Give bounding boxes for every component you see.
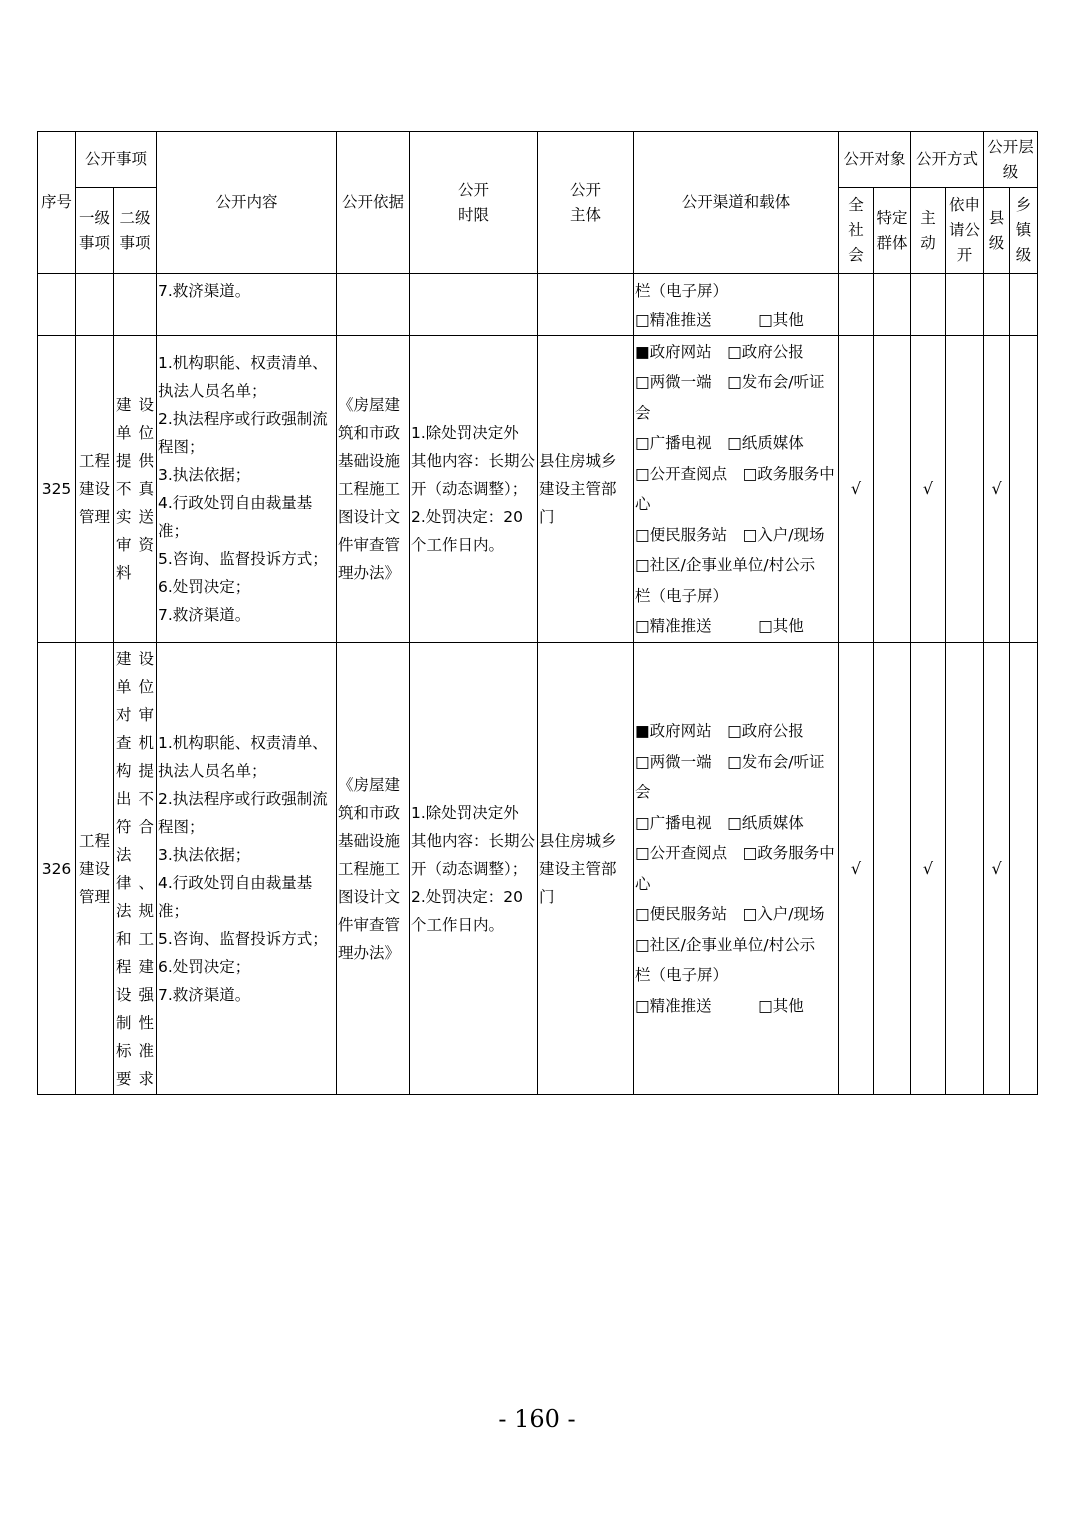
cont-channels-cell bbox=[634, 274, 839, 336]
row-basis-line: 件审查管 bbox=[338, 915, 401, 934]
row-channel-line: □社区/企事业单位/村公示 bbox=[635, 935, 816, 954]
row-content-line: 准； bbox=[158, 901, 190, 920]
row-content-line: 6.处罚决定； bbox=[158, 957, 251, 976]
row-method-active-check: √ bbox=[911, 643, 946, 1095]
header-subject-line: 主体 bbox=[570, 205, 602, 224]
header-level-line: 级 bbox=[1002, 162, 1019, 181]
row-content-line: 2.执法程序或行政强制流 bbox=[158, 410, 328, 428]
cont-content-cell bbox=[157, 274, 337, 336]
cont-level1-cell bbox=[76, 274, 114, 336]
row-channel-line: □两微一端 □发布会/听证 bbox=[635, 373, 825, 391]
row-time-line: 其他内容：长期公 bbox=[411, 452, 536, 470]
row-basis-line: 筑和市政 bbox=[338, 424, 401, 442]
table-row bbox=[38, 643, 1038, 1095]
header-level-county-line: 级 bbox=[988, 233, 1005, 252]
row-content-line: 4.行政处罚自由裁量基 bbox=[158, 873, 313, 892]
row-content bbox=[157, 643, 337, 1095]
row-level1-text: 工程建设管理 bbox=[78, 452, 110, 526]
header-method-active-line: 动 bbox=[920, 233, 936, 252]
row-subject bbox=[538, 643, 634, 1095]
row-channel-line: □公开查阅点 □政务服务中 bbox=[635, 464, 835, 483]
row-basis-line: 图设计文 bbox=[338, 887, 401, 906]
row-level-county-check: √ bbox=[984, 643, 1010, 1095]
continuation-row bbox=[38, 274, 1038, 336]
row-subject-line: 县住房城乡 bbox=[539, 831, 617, 850]
row-basis-line: 《房屋建 bbox=[338, 396, 401, 414]
row-level-town-check bbox=[1010, 643, 1038, 1095]
row-channel-line: □便民服务站 □入户/现场 bbox=[635, 905, 825, 923]
row-content-line: 7.救济渠道。 bbox=[158, 985, 251, 1004]
row-content bbox=[157, 336, 337, 643]
row-time-line: 1.除处罚决定外 bbox=[411, 803, 519, 822]
row-content-line: 1.机构职能、权责清单、 bbox=[158, 733, 328, 752]
header-method-request-line: 请公 bbox=[949, 221, 981, 239]
row-channel-line: □精准推送 □其他 bbox=[635, 996, 804, 1015]
row-basis-line: 理办法》 bbox=[338, 564, 401, 582]
row-channel-line: ■政府网站 □政府公报 bbox=[635, 342, 804, 361]
header-channels: 公开渠道和载体 bbox=[634, 132, 839, 274]
header-level-line: 公开层 bbox=[987, 137, 1034, 156]
header-audience-specific-line: 特定 bbox=[876, 208, 908, 227]
row-time-line: 个工作日内。 bbox=[411, 915, 505, 934]
cont-channel-line: 栏（电子屏） bbox=[635, 282, 729, 300]
row-time-line: 1.除处罚决定外 bbox=[411, 424, 519, 442]
cont-basis-cell bbox=[337, 274, 410, 336]
header-level-town-line: 级 bbox=[1015, 246, 1032, 264]
row-channel-line: ■政府网站 □政府公报 bbox=[635, 722, 804, 740]
row-time-limit bbox=[410, 336, 538, 643]
row-content-line: 4.行政处罚自由裁量基 bbox=[158, 494, 313, 512]
row-channel-line: 心 bbox=[635, 874, 651, 893]
cont-level-county-cell bbox=[984, 274, 1010, 336]
row-subject-line: 建设主管部 bbox=[539, 859, 617, 878]
header-level-town-line: 镇 bbox=[1015, 221, 1032, 239]
header-time-limit bbox=[410, 132, 538, 274]
header-level2 bbox=[114, 188, 157, 274]
row-channel-line: □两微一端 □发布会/听证 bbox=[635, 752, 825, 771]
cont-content-line: 7.救济渠道。 bbox=[158, 282, 251, 300]
row-channels bbox=[634, 336, 839, 643]
row-method-request-check bbox=[946, 336, 984, 643]
header-subject bbox=[538, 132, 634, 274]
header-method-request bbox=[946, 188, 984, 274]
row-level-county-check: √ bbox=[984, 336, 1010, 643]
row-seq: 325 bbox=[38, 336, 76, 643]
row-content-line: 执法人员名单； bbox=[158, 382, 267, 400]
row-channel-line: □公开查阅点 □政务服务中 bbox=[635, 844, 835, 862]
header-audience-all-line: 全 bbox=[848, 196, 864, 214]
row-basis-line: 件审查管 bbox=[338, 536, 401, 554]
row-level2 bbox=[114, 643, 157, 1095]
row-time-line: 开（动态调整）； bbox=[411, 859, 528, 878]
row-time-limit bbox=[410, 643, 538, 1095]
row-basis bbox=[337, 336, 410, 643]
header-level2-text: 二级事项 bbox=[119, 208, 151, 252]
header-seq: 序号 bbox=[38, 132, 76, 274]
row-content-line: 3.执法依据； bbox=[158, 466, 251, 484]
row-basis-line: 基础设施 bbox=[338, 831, 401, 850]
row-time-line: 2.处罚决定：20 bbox=[411, 508, 524, 526]
row-channel-line: 会 bbox=[635, 783, 651, 801]
row-content-line: 准； bbox=[158, 522, 190, 540]
row-seq: 326 bbox=[38, 643, 76, 1095]
row-level-town-check bbox=[1010, 336, 1038, 643]
table-row bbox=[38, 336, 1038, 643]
header-level-town bbox=[1010, 188, 1038, 274]
header-method: 公开方式 bbox=[911, 132, 984, 188]
header-level-town-line: 乡 bbox=[1015, 196, 1032, 214]
header-method-request-line: 依申 bbox=[949, 196, 981, 214]
cont-audience-all-cell bbox=[839, 274, 874, 336]
row-level1 bbox=[76, 336, 114, 643]
row-subject-line: 县住房城乡 bbox=[539, 452, 617, 470]
row-method-request-check bbox=[946, 643, 984, 1095]
page-number: - 160 - bbox=[498, 1405, 576, 1433]
cont-time-cell bbox=[410, 274, 538, 336]
header-method-active bbox=[911, 188, 946, 274]
row-channel-line: □广播电视 □纸质媒体 bbox=[635, 434, 804, 452]
row-audience-specific-check bbox=[874, 643, 911, 1095]
row-basis-line: 基础设施 bbox=[338, 452, 401, 470]
row-time-line: 其他内容：长期公 bbox=[411, 831, 536, 850]
header-audience-specific bbox=[874, 188, 911, 274]
header-audience: 公开对象 bbox=[839, 132, 911, 188]
row-subject bbox=[538, 336, 634, 643]
row-channels bbox=[634, 643, 839, 1095]
row-level1 bbox=[76, 643, 114, 1095]
row-basis-line: 工程施工 bbox=[338, 480, 401, 498]
row-subject-line: 门 bbox=[539, 887, 555, 906]
header-level1-text: 一级事项 bbox=[78, 208, 110, 252]
row-content-line: 2.执法程序或行政强制流 bbox=[158, 789, 328, 808]
header-subject-line: 公开 bbox=[570, 180, 602, 199]
header-basis: 公开依据 bbox=[337, 132, 410, 274]
row-channel-line: □广播电视 □纸质媒体 bbox=[635, 813, 804, 832]
header-method-request-line: 开 bbox=[956, 246, 973, 264]
row-method-active-check: √ bbox=[911, 336, 946, 643]
cont-level-town-cell bbox=[1010, 274, 1038, 336]
row-audience-specific-check bbox=[874, 336, 911, 643]
cont-channel-line: □精准推送 □其他 bbox=[635, 311, 804, 329]
header-content: 公开内容 bbox=[157, 132, 337, 274]
row-content-line: 1.机构职能、权责清单、 bbox=[158, 354, 328, 372]
header-time-limit-line: 公开 bbox=[458, 180, 490, 199]
row-content-line: 3.执法依据； bbox=[158, 845, 251, 864]
header-audience-all bbox=[839, 188, 874, 274]
row-content-line: 5.咨询、监督投诉方式； bbox=[158, 550, 328, 568]
row-subject-line: 门 bbox=[539, 508, 555, 526]
header-level-county-line: 县 bbox=[988, 208, 1005, 227]
row-content-line: 5.咨询、监督投诉方式； bbox=[158, 929, 328, 948]
row-content-line: 程图； bbox=[158, 817, 205, 836]
row-content-line: 执法人员名单； bbox=[158, 761, 267, 780]
row-audience-all-check: √ bbox=[839, 643, 874, 1095]
header-level-county bbox=[984, 188, 1010, 274]
row-channel-line: □精准推送 □其他 bbox=[635, 617, 804, 635]
row-level2 bbox=[114, 336, 157, 643]
row-time-line: 2.处罚决定：20 bbox=[411, 887, 524, 906]
cont-seq-cell bbox=[38, 274, 76, 336]
cont-level2-cell bbox=[114, 274, 157, 336]
row-basis-line: 筑和市政 bbox=[338, 803, 401, 822]
header-row-1 bbox=[38, 132, 1038, 188]
row-audience-all-check: √ bbox=[839, 336, 874, 643]
row-channel-line: 心 bbox=[635, 495, 651, 513]
header-time-limit-line: 时限 bbox=[458, 205, 490, 224]
row-time-line: 个工作日内。 bbox=[411, 536, 505, 554]
row-channel-line: □便民服务站 □入户/现场 bbox=[635, 525, 825, 544]
cont-subject-cell bbox=[538, 274, 634, 336]
row-content-line: 7.救济渠道。 bbox=[158, 606, 251, 624]
row-channel-line: 栏（电子屏） bbox=[635, 586, 729, 605]
disclosure-table bbox=[37, 131, 1038, 1095]
header-level bbox=[984, 132, 1038, 188]
row-basis-line: 图设计文 bbox=[338, 508, 401, 526]
row-basis bbox=[337, 643, 410, 1095]
cont-audience-specific-cell bbox=[874, 274, 911, 336]
row-channel-line: 会 bbox=[635, 403, 651, 422]
row-level2-text: 建设单位提供不真实送审资料 bbox=[116, 396, 155, 582]
row-basis-line: 《房屋建 bbox=[338, 775, 401, 794]
row-content-line: 程图； bbox=[158, 438, 205, 456]
row-level2-text: 建设单位对审查机构提出不符合法律、法规和工程建设强制性标准要求 bbox=[116, 649, 155, 1088]
row-subject-line: 建设主管部 bbox=[539, 480, 617, 498]
row-level1-text: 工程建设管理 bbox=[78, 831, 110, 906]
row-channel-line: □社区/企事业单位/村公示 bbox=[635, 556, 816, 574]
header-level1 bbox=[76, 188, 114, 274]
row-basis-line: 工程施工 bbox=[338, 859, 401, 878]
cont-method-active-cell bbox=[911, 274, 946, 336]
header-method-active-line: 主 bbox=[920, 208, 936, 227]
row-channel-line: 栏（电子屏） bbox=[635, 966, 729, 984]
row-content-line: 6.处罚决定； bbox=[158, 578, 251, 596]
header-audience-all-line: 社 bbox=[848, 221, 864, 239]
row-basis-line: 理办法》 bbox=[338, 943, 401, 962]
header-items: 公开事项 bbox=[76, 132, 157, 188]
row-time-line: 开（动态调整）； bbox=[411, 480, 528, 498]
header-audience-specific-line: 群体 bbox=[876, 233, 908, 252]
cont-method-request-cell bbox=[946, 274, 984, 336]
header-audience-all-line: 会 bbox=[848, 246, 864, 264]
